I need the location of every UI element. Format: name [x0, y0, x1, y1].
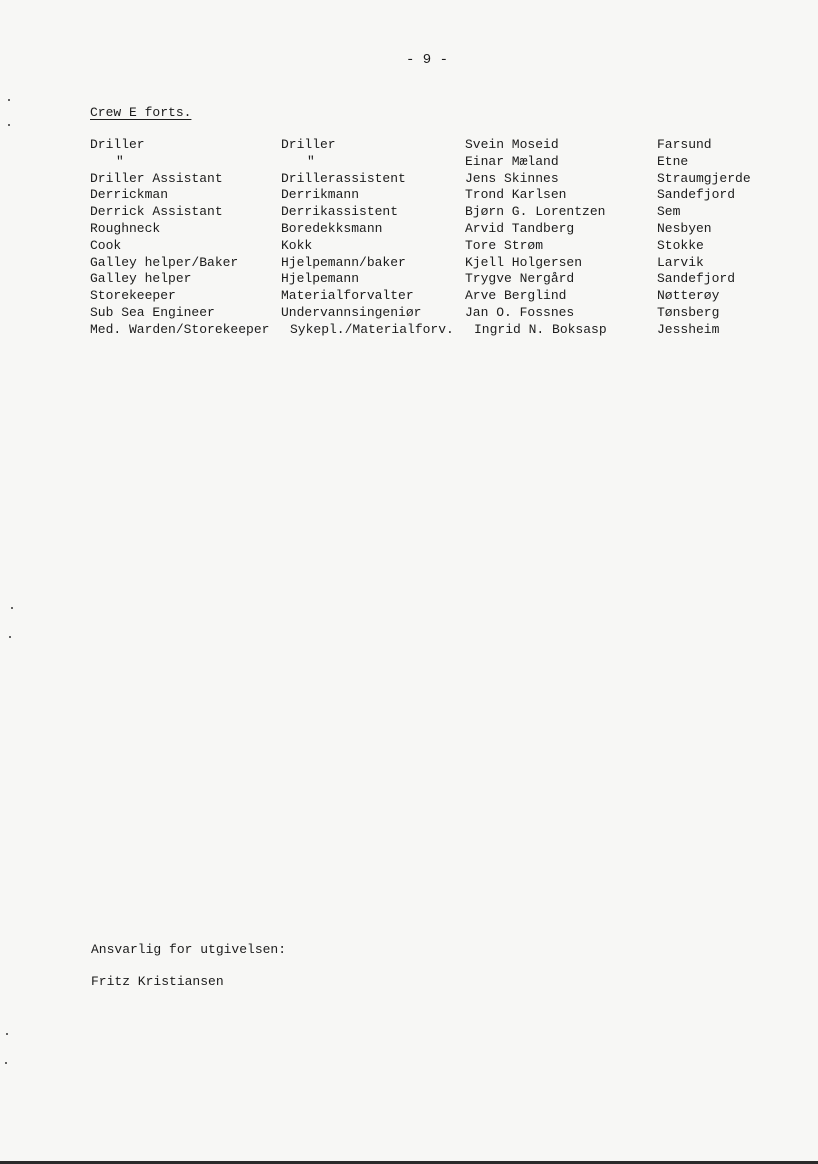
role-norwegian: Hjelpemann/baker	[281, 254, 406, 270]
crew-member-name: Svein Moseid	[465, 137, 559, 152]
role-english: Derrickman	[90, 187, 169, 203]
role-norwegian: Sykepl./Materialforv.	[290, 321, 454, 337]
home-town: Jessheim	[657, 321, 720, 337]
crew-member-name: Trond Karlsen	[465, 187, 567, 203]
crew-member-name: Einar Mæland	[465, 153, 559, 169]
role-norwegian: Materialforvalter	[281, 288, 414, 304]
role-english: Sub Sea Engineer	[90, 304, 215, 320]
home-town: Sandefjord	[657, 187, 736, 203]
role-english: Roughneck	[90, 220, 161, 236]
role-norwegian: Hjelpemann	[281, 271, 360, 287]
scan-speck	[8, 99, 10, 101]
scan-speck	[5, 1062, 7, 1064]
scan-speck	[8, 124, 10, 126]
scan-speck	[11, 607, 13, 609]
role-english: Storekeeper	[90, 288, 176, 304]
role-english: Driller Assistant	[90, 170, 223, 186]
role-english: Derrick Assistant	[90, 204, 223, 220]
crew-member-name: Kjell Holgersen	[465, 254, 583, 270]
home-town: Nesbyen	[657, 220, 712, 236]
role-norwegian: Boredekksmann	[281, 220, 383, 236]
role-english: Galley helper	[90, 271, 192, 287]
crew-member-name: Arve Berglind	[465, 288, 567, 304]
home-town: Farsund	[657, 137, 712, 152]
scan-speck	[9, 636, 11, 638]
role-english: Cook	[90, 237, 122, 253]
responsible-name: Fritz Kristiansen	[91, 974, 224, 989]
home-town: Etne	[657, 153, 689, 169]
crew-member-name: Arvid Tandberg	[465, 220, 575, 236]
role-norwegian: Driller	[281, 137, 336, 152]
home-town: Stokke	[657, 237, 704, 253]
crew-member-name: Jens Skinnes	[465, 170, 559, 186]
home-town: Tønsberg	[657, 304, 720, 320]
home-town: Sandefjord	[657, 271, 736, 287]
responsible-label: Ansvarlig for utgivelsen:	[91, 942, 287, 957]
role-norwegian-ditto: "	[307, 153, 315, 169]
section-heading: Crew E forts.	[90, 105, 192, 120]
role-norwegian: Drillerassistent	[281, 170, 406, 186]
page-number: - 9 -	[405, 52, 448, 68]
home-town: Larvik	[657, 254, 704, 270]
role-norwegian: Undervannsingeniør	[281, 304, 422, 320]
crew-member-name: Trygve Nergård	[465, 271, 575, 287]
crew-member-name: Tore Strøm	[465, 237, 544, 253]
role-english: Med. Warden/Storekeeper	[90, 321, 270, 337]
role-english-ditto: "	[116, 153, 124, 169]
crew-member-name: Ingrid N. Boksasp	[474, 321, 607, 337]
role-english: Galley helper/Baker	[90, 254, 239, 270]
role-english: Driller	[90, 137, 145, 152]
role-norwegian: Derrikmann	[281, 187, 360, 203]
role-norwegian: Derrikassistent	[281, 204, 399, 220]
home-town: Sem	[657, 204, 681, 220]
home-town: Straumgjerde	[657, 170, 751, 186]
role-norwegian: Kokk	[281, 237, 313, 253]
scan-speck	[6, 1033, 8, 1035]
crew-member-name: Jan O. Fossnes	[465, 304, 575, 320]
crew-member-name: Bjørn G. Lorentzen	[465, 204, 606, 220]
home-town: Nøtterøy	[657, 288, 720, 304]
